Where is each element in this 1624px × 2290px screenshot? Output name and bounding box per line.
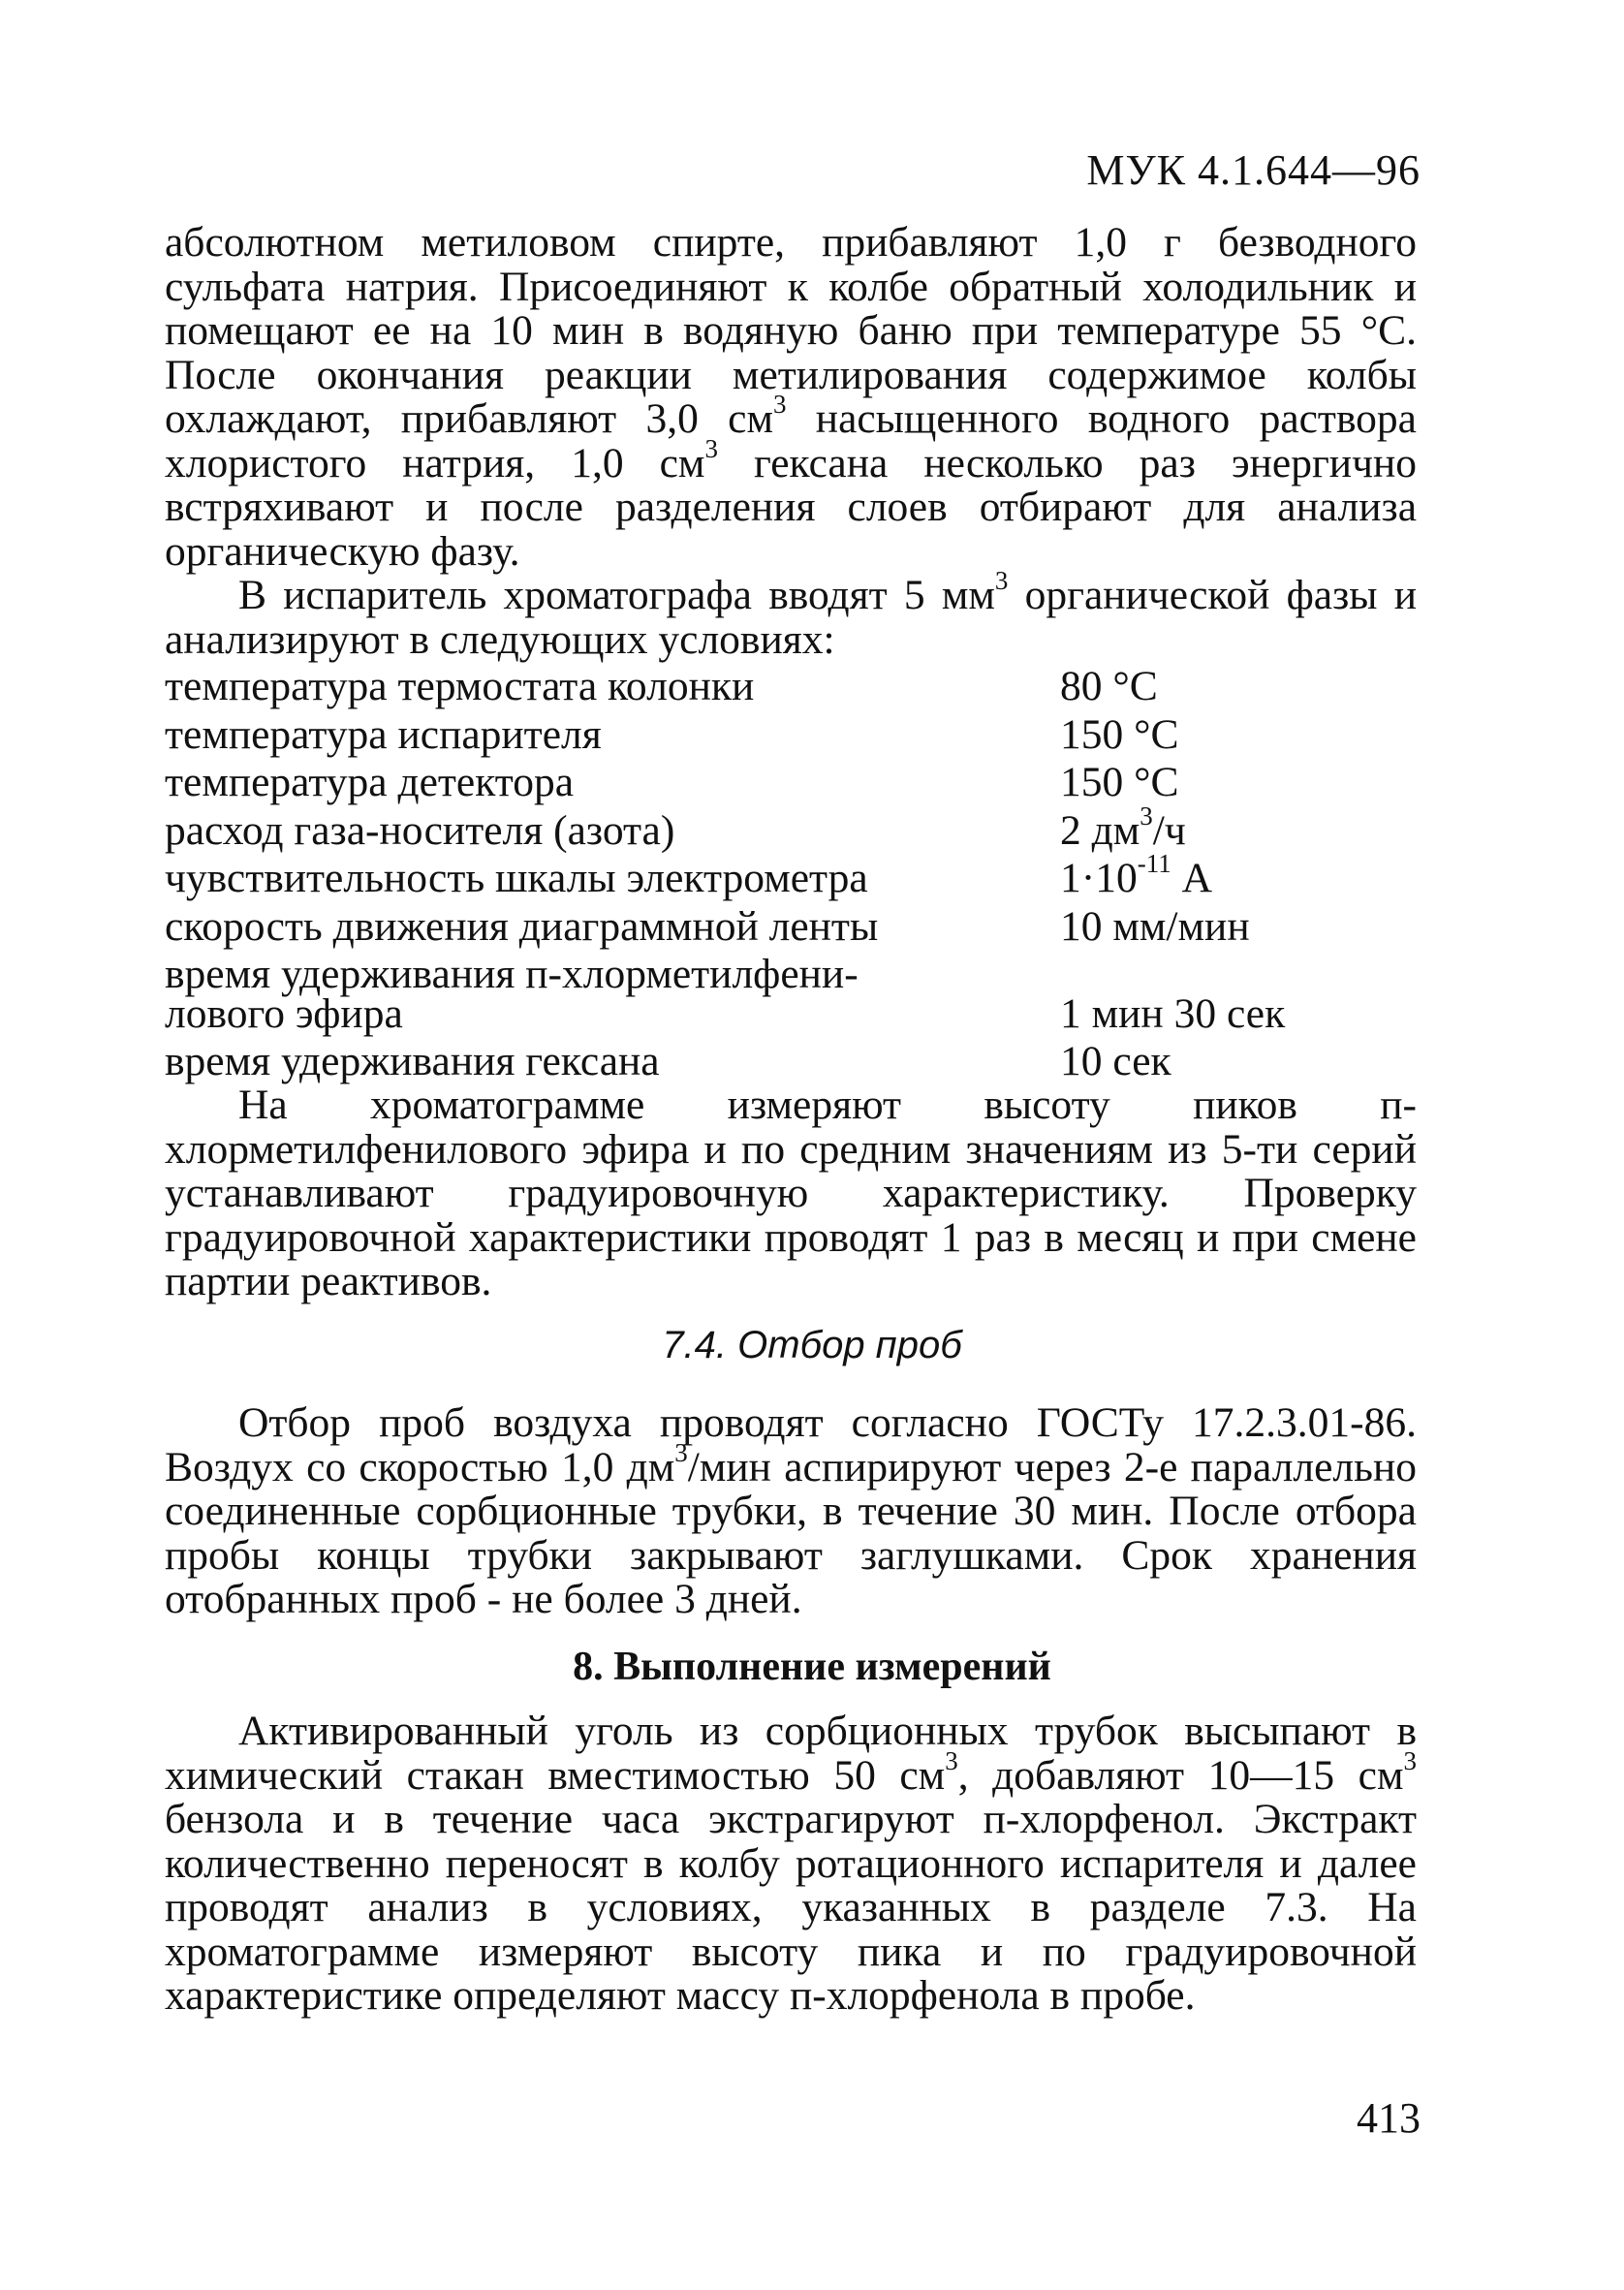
condition-row	[165, 848, 1424, 903]
superscript: 3	[1403, 1745, 1418, 1775]
condition-row	[165, 663, 1424, 711]
condition-label-line: время удерживания п-хлорметилфени-	[165, 951, 859, 997]
superscript: 3	[772, 389, 787, 419]
condition-row	[165, 1038, 1424, 1086]
condition-label: скорость движения диаграммной ленты	[165, 902, 879, 950]
condition-value	[1060, 848, 1424, 903]
condition-value: 150 °С	[1060, 710, 1179, 758]
value-text: /ч	[1152, 806, 1186, 854]
page-number: 413	[1357, 2094, 1421, 2142]
superscript: 3	[674, 1437, 688, 1467]
condition-label: температура термостата колонки	[165, 663, 755, 709]
condition-label: время удерживания гексана	[165, 1038, 660, 1084]
paragraph-text: органической фазы и анализируют в следующих условиях:	[165, 572, 1417, 663]
document-code-header: МУК 4.1.644—96	[1086, 146, 1421, 194]
condition-label: температура испарителя	[165, 710, 602, 758]
condition-label	[165, 951, 1060, 1037]
condition-value: 1 мин 30 сек	[1060, 990, 1286, 1037]
condition-row	[165, 800, 1424, 856]
condition-label-line: лового эфира	[165, 990, 403, 1037]
paragraph-text: Активированный уголь из сорбционных трубок высыпают в химический стакан вместимостью 50 см	[165, 1708, 1417, 1799]
section-heading-sampling: 7.4. Отбор проб	[662, 1324, 962, 1366]
value-text: А	[1171, 855, 1212, 901]
condition-row	[165, 711, 1424, 760]
superscript: 3	[945, 1745, 958, 1775]
paragraph-methylation	[165, 221, 1417, 574]
value-text: 1·10	[1060, 855, 1138, 901]
chromatography-conditions-list	[165, 663, 1424, 1086]
superscript: 3	[994, 565, 1009, 595]
paragraph-text: , добавляют 10—15 см	[957, 1751, 1404, 1799]
superscript: -11	[1137, 848, 1171, 878]
condition-row	[165, 759, 1424, 807]
condition-value	[1060, 800, 1424, 856]
paragraph-text: насыщенного водного раствора хлористого натрия, 1,0 см	[165, 395, 1417, 486]
condition-label: расход газа-носителя (азота)	[165, 806, 675, 854]
condition-value: 80 °С	[1060, 663, 1158, 709]
paragraph-text: абсолютном метиловом спирте, прибавляют 1,0 г безводного сульфата натрия. Присоединяют к колбе обратный холодильник и помещают ее на 10 мин в водяную баню при температуре 55 °С. После окончания реакции метилирования содержимое колбы охлаждают, прибавляют 3,0 см	[165, 219, 1417, 442]
paragraph-sampling	[165, 1401, 1417, 1622]
superscript: 3	[1140, 800, 1153, 831]
paragraph-text: Отбор проб воздуха проводят согласно ГОСТу 17.2.3.01-86. Воздух со скоростью 1,0 дм	[165, 1399, 1417, 1490]
paragraph-text: На хроматограмме измеряют высоту пиков п-хлорметилфенилового эфира и по средним значениям из 5-ти серий устанавливают градуировочную характеристику. Проверку градуировочной характеристики проводят 1 раз в месяц и при смене партии реактивов.	[165, 1082, 1417, 1304]
superscript: 3	[704, 433, 718, 463]
condition-label: чувствительность шкалы электрометра	[165, 855, 868, 901]
paragraph-calibration	[165, 1083, 1417, 1304]
condition-value: 150 °С	[1060, 759, 1179, 805]
condition-label: температура детектора	[165, 759, 575, 805]
paragraph-text: /мин аспирируют через 2-е параллельно соединенные сорбционные трубки, в течение 30 мин. После отбора пробы концы трубки закрывают заглушками. Срок хранения отобранных проб - не более 3 дней.	[165, 1443, 1417, 1622]
condition-row	[165, 951, 1424, 1038]
paragraph-measurements	[165, 1710, 1417, 2019]
paragraph-injection	[165, 565, 1417, 663]
value-text: 2 дм	[1060, 806, 1140, 854]
paragraph-text: гексана несколько раз энергично встряхивают и после разделения слоев отбирают для анализа органическую фазу.	[165, 439, 1417, 575]
paragraph-text: В испаритель хроматографа вводят 5 мм	[238, 572, 995, 618]
condition-row	[165, 903, 1424, 952]
paragraph-text: бензола и в течение часа экстрагируют п-хлорфенол. Экстракт количественно переносят в колбу ротационного испарителя и далее проводят анализ в условиях, указанных в разделе 7.3. На хроматограмме измеряют высоту пика и по градуировочной характеристике определяют массу п-хлорфенола в пробе.	[165, 1796, 1417, 2019]
condition-value: 10 мм/мин	[1060, 902, 1250, 950]
condition-value: 10 сек	[1060, 1038, 1171, 1084]
section-heading-measurements: 8. Выполнение измерений	[573, 1645, 1051, 1689]
